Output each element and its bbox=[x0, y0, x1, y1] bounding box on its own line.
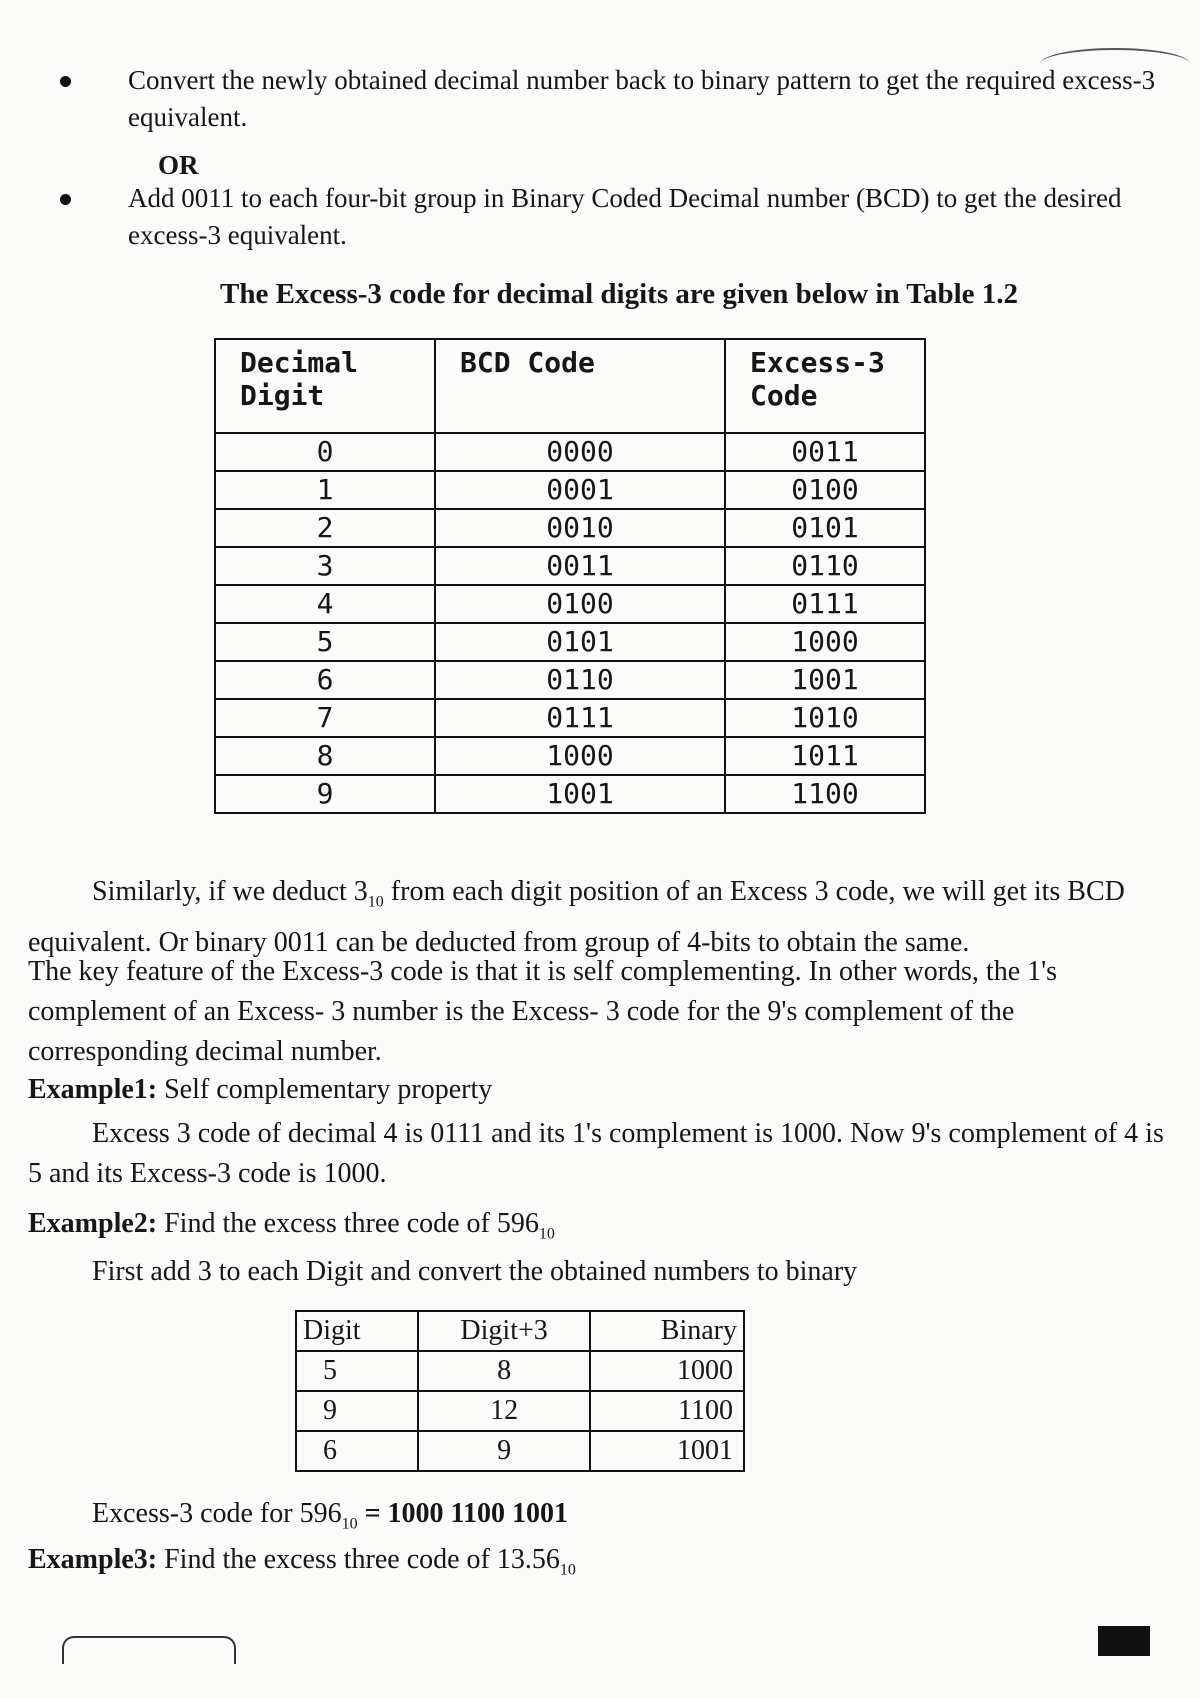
header-digit-plus-3: Digit+3 bbox=[418, 1311, 591, 1351]
cell-digit: 5 bbox=[296, 1351, 418, 1391]
cell-digit-plus-3: 12 bbox=[418, 1391, 591, 1431]
example2-title: Find the excess three code of 596 bbox=[157, 1208, 539, 1239]
example3-label: Example3: bbox=[28, 1544, 158, 1575]
cell-decimal-digit: 7 bbox=[215, 699, 435, 737]
header-bcd-code: BCD Code bbox=[435, 339, 725, 433]
cell-decimal-digit: 5 bbox=[215, 623, 435, 661]
cell-bcd-code: 0100 bbox=[435, 585, 725, 623]
table-row bbox=[215, 585, 925, 623]
cell-bcd-code: 0001 bbox=[435, 471, 725, 509]
cell-excess-3-code: 0100 bbox=[725, 471, 925, 509]
cell-excess-3-code: 0101 bbox=[725, 509, 925, 547]
cell-excess-3-code: 1011 bbox=[725, 737, 925, 775]
cell-bcd-code: 0011 bbox=[435, 547, 725, 585]
example1-body: Excess 3 code of decimal 4 is 0111 and its 1's complement is 1000. Now 9's complement of 4 is 5 and its Excess-3 code is 1000. bbox=[28, 1118, 1164, 1189]
example1-label: Example1: bbox=[28, 1074, 158, 1105]
cell-decimal-digit: 0 bbox=[215, 433, 435, 471]
example1-title: Self complementary property bbox=[157, 1074, 493, 1105]
table-row bbox=[296, 1351, 744, 1391]
cell-bcd-code: 0101 bbox=[435, 623, 725, 661]
table-row bbox=[215, 699, 925, 737]
example2-result bbox=[28, 1494, 1178, 1545]
bullet-item-convert bbox=[60, 62, 1180, 136]
cell-decimal-digit: 2 bbox=[215, 509, 435, 547]
cell-digit: 6 bbox=[296, 1431, 418, 1471]
subscript-base: 10 bbox=[341, 1515, 358, 1533]
table-row bbox=[215, 623, 925, 661]
cell-digit: 9 bbox=[296, 1391, 418, 1431]
cell-excess-3-code: 1010 bbox=[725, 699, 925, 737]
result-value: = 1000 1100 1001 bbox=[357, 1498, 569, 1529]
header-decimal-digit: Decimal Digit bbox=[215, 339, 435, 433]
paragraph-deduct bbox=[28, 872, 1178, 963]
table-row bbox=[215, 737, 925, 775]
table-row bbox=[215, 775, 925, 813]
cell-digit-plus-3: 9 bbox=[418, 1431, 591, 1471]
digit-conversion-table bbox=[295, 1310, 745, 1472]
cell-digit-plus-3: 8 bbox=[418, 1351, 591, 1391]
example2-label: Example2: bbox=[28, 1208, 158, 1239]
paragraph-key-feature: The key feature of the Excess-3 code is that it is self complementing. In other words, the 1's complement of an Excess- 3 number is the Excess- 3 code for the 9's complement of the corresponding decimal number. bbox=[28, 956, 1058, 1067]
subscript-base: 10 bbox=[367, 893, 384, 911]
table-row bbox=[296, 1431, 744, 1471]
cell-bcd-code: 1000 bbox=[435, 737, 725, 775]
bullet-text: Convert the newly obtained decimal number back to binary pattern to get the required excess-3 equivalent. bbox=[128, 65, 1156, 132]
cell-excess-3-code: 1000 bbox=[725, 623, 925, 661]
cell-excess-3-code: 1001 bbox=[725, 661, 925, 699]
table-row bbox=[215, 661, 925, 699]
header-excess-3-code: Excess-3 Code bbox=[725, 339, 925, 433]
header-digit: Digit bbox=[296, 1311, 418, 1351]
cell-decimal-digit: 9 bbox=[215, 775, 435, 813]
cell-excess-3-code: 0011 bbox=[725, 433, 925, 471]
table-row bbox=[215, 471, 925, 509]
cell-decimal-digit: 8 bbox=[215, 737, 435, 775]
cell-excess-3-code: 1100 bbox=[725, 775, 925, 813]
example1-heading bbox=[28, 1070, 1178, 1110]
cell-bcd-code: 0110 bbox=[435, 661, 725, 699]
header-binary: Binary bbox=[590, 1311, 744, 1351]
table-header-row bbox=[296, 1311, 744, 1351]
cell-decimal-digit: 4 bbox=[215, 585, 435, 623]
cell-binary: 1001 bbox=[590, 1431, 744, 1471]
example2-instruction: First add 3 to each Digit and convert the obtained numbers to binary bbox=[92, 1256, 858, 1287]
table-row bbox=[215, 509, 925, 547]
bullet-dot-icon bbox=[60, 194, 71, 205]
cell-bcd-code: 0010 bbox=[435, 509, 725, 547]
excess-3-table bbox=[214, 338, 926, 814]
cell-decimal-digit: 1 bbox=[215, 471, 435, 509]
subscript-base: 10 bbox=[538, 1225, 555, 1243]
cell-decimal-digit: 6 bbox=[215, 661, 435, 699]
table-row bbox=[296, 1391, 744, 1431]
cell-bcd-code: 0111 bbox=[435, 699, 725, 737]
cell-excess-3-code: 0110 bbox=[725, 547, 925, 585]
cell-bcd-code: 0000 bbox=[435, 433, 725, 471]
subscript-base: 10 bbox=[559, 1561, 576, 1579]
result-prefix: Excess-3 code for 596 bbox=[92, 1498, 342, 1529]
table-header-row bbox=[215, 339, 925, 433]
cell-binary: 1000 bbox=[590, 1351, 744, 1391]
bullet-dot-icon bbox=[60, 76, 71, 87]
table-row bbox=[215, 547, 925, 585]
example2-heading bbox=[28, 1204, 1178, 1255]
example3-title: Find the excess three code of 13.56 bbox=[157, 1544, 560, 1575]
table-row bbox=[215, 433, 925, 471]
footer-block-mark bbox=[1098, 1626, 1150, 1656]
bullet-text: Add 0011 to each four-bit group in Binary Coded Decimal number (BCD) to get the desired excess-3 equivalent. bbox=[128, 183, 1122, 250]
cell-bcd-code: 1001 bbox=[435, 775, 725, 813]
deduct-text-start: Similarly, if we deduct 3 bbox=[92, 876, 368, 907]
example3-heading bbox=[28, 1540, 1178, 1591]
cell-binary: 1100 bbox=[590, 1391, 744, 1431]
cell-excess-3-code: 0111 bbox=[725, 585, 925, 623]
table-caption: The Excess-3 code for decimal digits are given below in Table 1.2 bbox=[220, 278, 1019, 310]
bullet-item-add bbox=[60, 180, 1180, 254]
or-label: OR bbox=[158, 150, 199, 180]
footer-tab bbox=[62, 1636, 236, 1664]
deduct-text-end: from each digit position of an Excess 3 code, we will get its BCD equivalent. Or binary 0011 can be deducted from group of 4-bits to obtain the same. bbox=[28, 876, 1125, 958]
cell-decimal-digit: 3 bbox=[215, 547, 435, 585]
